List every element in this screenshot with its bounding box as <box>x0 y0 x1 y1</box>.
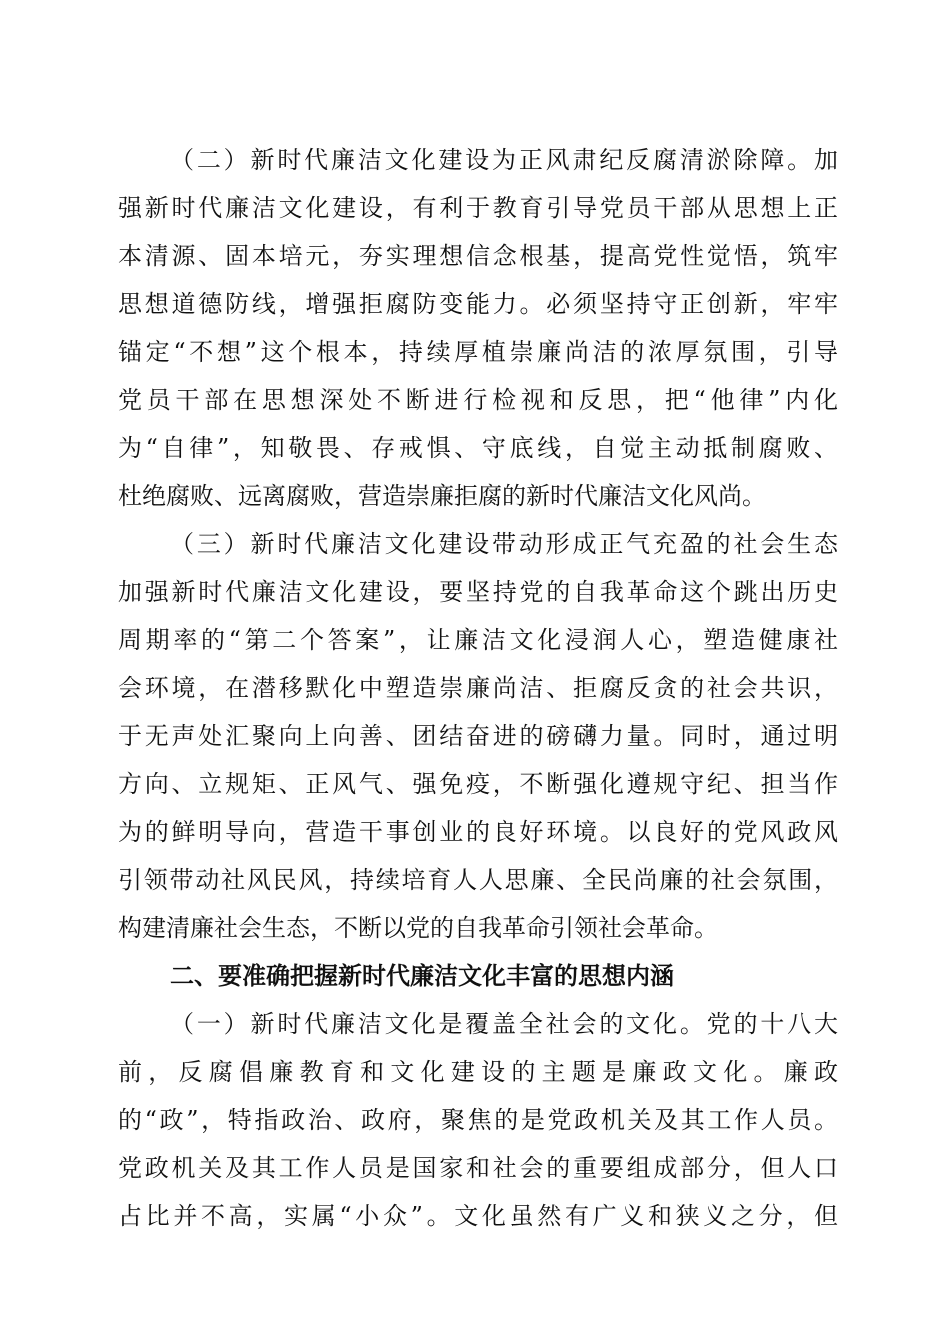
paragraph-line: 占比并不高，实属“小众”。文化虽然有广义和狭义之分，但 <box>118 1202 838 1230</box>
paragraph-line: （三）新时代廉洁文化建设带动形成正气充盈的社会生态 <box>170 530 838 558</box>
paragraph-line: 方向、立规矩、正风气、强免疫，不断强化遵规守纪、担当作 <box>118 770 838 798</box>
paragraph-line: 本清源、固本培元，夯实理想信念根基，提高党性觉悟，筑牢 <box>118 242 838 270</box>
section-heading: 二、要准确把握新时代廉洁文化丰富的思想内涵 <box>170 962 674 990</box>
paragraph-line: 周期率的“第二个答案”，让廉洁文化浸润人心，塑造健康社 <box>118 626 838 654</box>
paragraph-line: （二）新时代廉洁文化建设为正风肃纪反腐清淤除障。加 <box>170 146 838 174</box>
paragraph-line: 为“自律”，知敬畏、存戒惧、守底线，自觉主动抵制腐败、 <box>118 434 838 462</box>
paragraph-line: 引领带动社风民风，持续培育人人思廉、全民尚廉的社会氛围， <box>118 866 838 894</box>
paragraph-line: 的“政”，特指政治、政府，聚焦的是党政机关及其工作人员。 <box>118 1106 838 1134</box>
paragraph-line: 党员干部在思想深处不断进行检视和反思，把“他律”内化 <box>118 386 838 414</box>
paragraph-line: 构建清廉社会生态，不断以党的自我革命引领社会革命。 <box>118 914 718 942</box>
paragraph-line: 前，反腐倡廉教育和文化建设的主题是廉政文化。廉政 <box>118 1058 838 1086</box>
paragraph-line: 会环境，在潜移默化中塑造崇廉尚洁、拒腐反贪的社会共识， <box>118 674 838 702</box>
paragraph-line: 为的鲜明导向，营造干事创业的良好环境。以良好的党风政风 <box>118 818 838 846</box>
paragraph-line: 思想道德防线，增强拒腐防变能力。必须坚持守正创新，牢牢 <box>118 290 838 318</box>
paragraph-line: 锚定“不想”这个根本，持续厚植崇廉尚洁的浓厚氛围，引导 <box>118 338 838 366</box>
paragraph-line: 加强新时代廉洁文化建设，要坚持党的自我革命这个跳出历史 <box>118 578 838 606</box>
paragraph-line: （一）新时代廉洁文化是覆盖全社会的文化。党的十八大 <box>170 1010 838 1038</box>
paragraph-line: 强新时代廉洁文化建设，有利于教育引导党员干部从思想上正 <box>118 194 838 222</box>
paragraph-line: 杜绝腐败、远离腐败，营造崇廉拒腐的新时代廉洁文化风尚。 <box>118 482 766 510</box>
paragraph-line: 党政机关及其工作人员是国家和社会的重要组成部分，但人口 <box>118 1154 838 1182</box>
paragraph-line: 于无声处汇聚向上向善、团结奋进的磅礴力量。同时，通过明 <box>118 722 838 750</box>
